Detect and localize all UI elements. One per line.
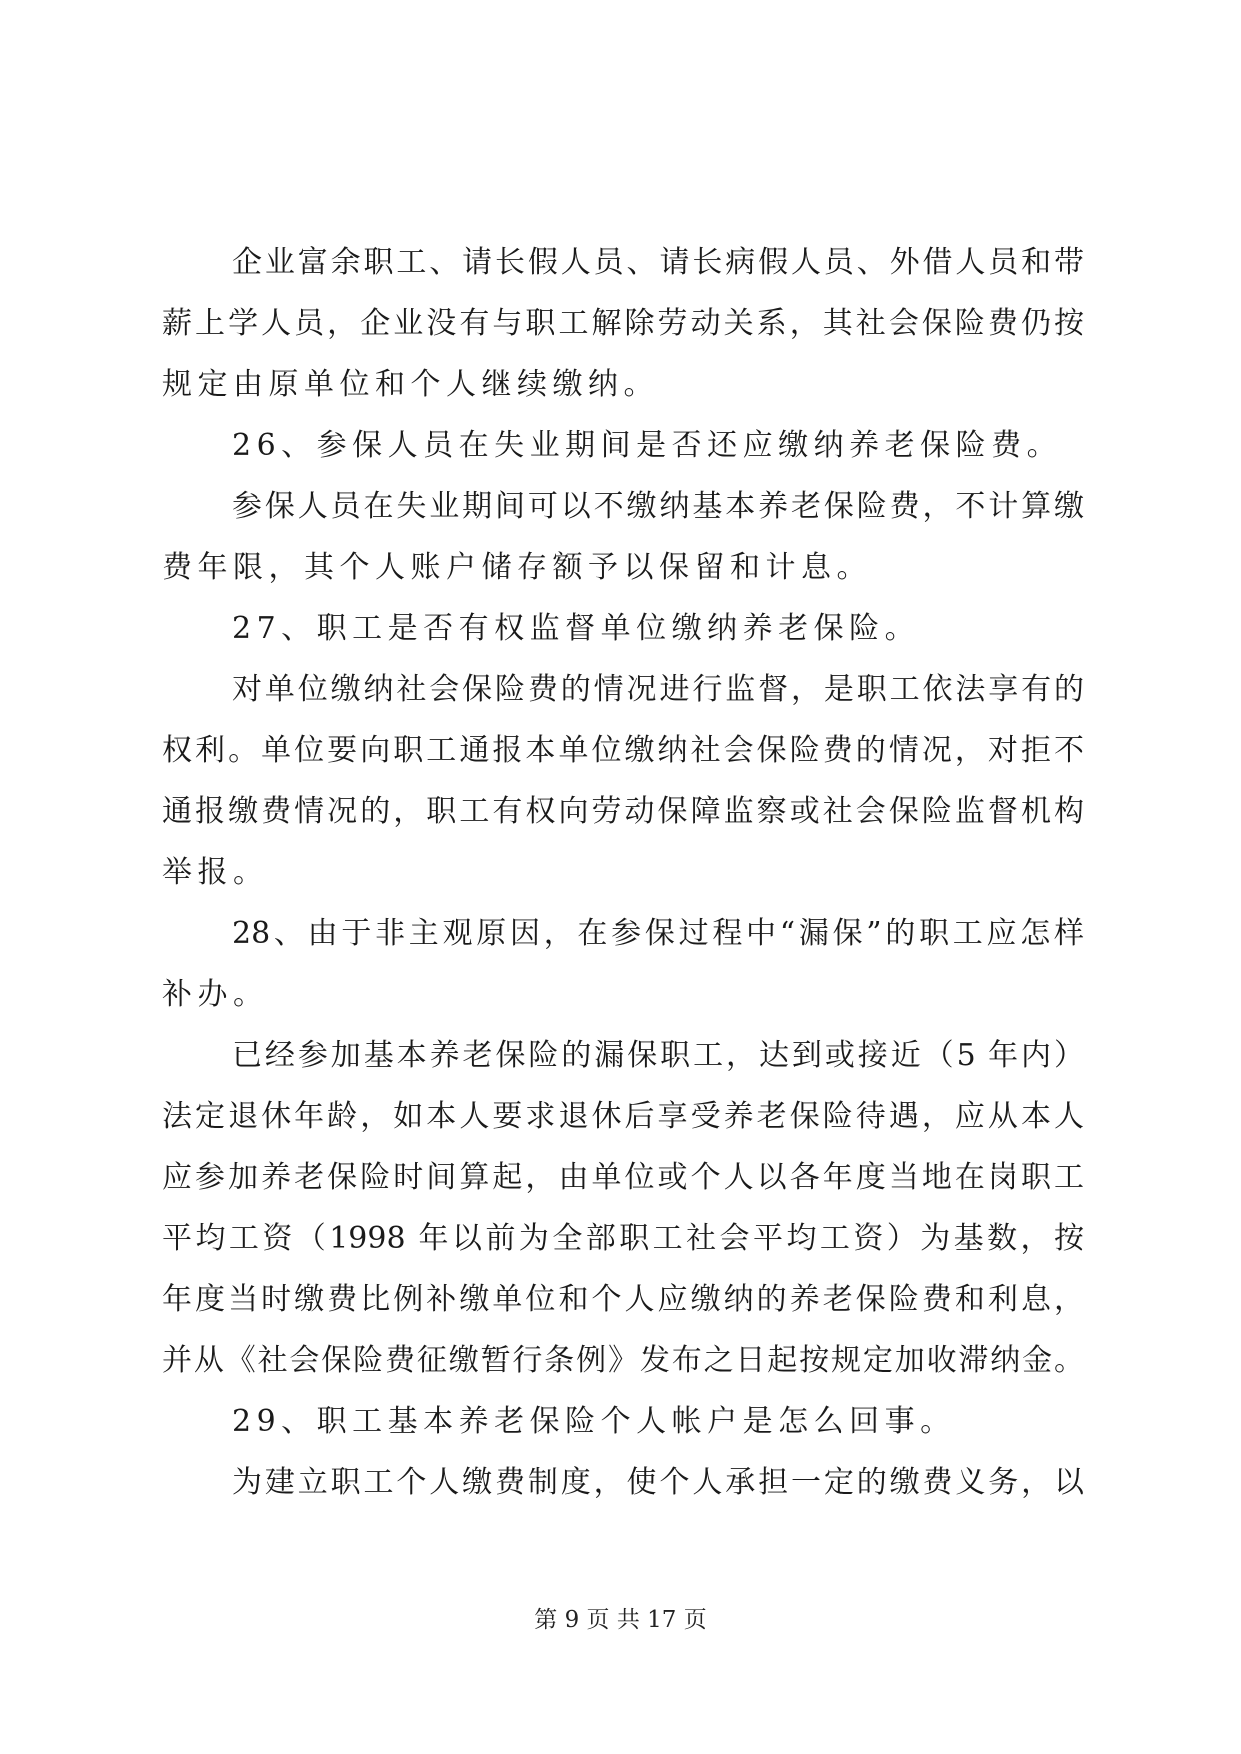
text-line: 举报。 [162,855,269,890]
text-line: 薪上学人员，企业没有与职工解除劳动关系，其社会保险费仍按 [162,306,1084,341]
text-line: 权利。单位要向职工通报本单位缴纳社会保险费的情况，对拒不 [162,733,1084,768]
text-line: 27、职工是否有权监督单位缴纳养老保险。 [232,611,921,646]
text-line: 平均工资（1998 年以前为全部职工社会平均工资）为基数，按 [162,1221,1084,1256]
text-line: 费年限，其个人账户储存额予以保留和计息。 [162,550,872,585]
text-line: 企业富余职工、请长假人员、请长病假人员、外借人员和带 [232,245,1084,280]
text-line: 29、职工基本养老保险个人帐户是怎么回事。 [232,1404,956,1439]
text-line: 规定由原单位和个人继续缴纳。 [162,367,659,402]
text-line: 年度当时缴费比例补缴单位和个人应缴纳的养老保险费和利息， [162,1282,1084,1317]
text-line: 26、参保人员在失业期间是否还应缴纳养老保险费。 [232,428,1063,463]
text-line: 28、由于非主观原因，在参保过程中“漏保”的职工应怎样 [232,916,1084,951]
text-line: 参保人员在失业期间可以不缴纳基本养老保险费，不计算缴 [232,489,1084,524]
text-line: 法定退休年龄，如本人要求退休后享受养老保险待遇，应从本人 [162,1099,1084,1134]
text-line: 应参加养老保险时间算起，由单位或个人以各年度当地在岗职工 [162,1160,1084,1195]
text-line: 为建立职工个人缴费制度，使个人承担一定的缴费义务，以 [232,1465,1084,1500]
text-line: 通报缴费情况的，职工有权向劳动保障监察或社会保险监督机构 [162,794,1084,829]
text-line: 补办。 [162,977,269,1012]
text-line: 已经参加基本养老保险的漏保职工，达到或接近（5 年内） [232,1038,1084,1073]
text-line: 并从《社会保险费征缴暂行条例》发布之日起按规定加收滞纳金。 [162,1343,1084,1378]
page-footer: 第 9 页 共 17 页 [534,1607,707,1633]
text-line: 对单位缴纳社会保险费的情况进行监督，是职工依法享有的 [232,672,1084,707]
document-body [162,232,1084,1513]
